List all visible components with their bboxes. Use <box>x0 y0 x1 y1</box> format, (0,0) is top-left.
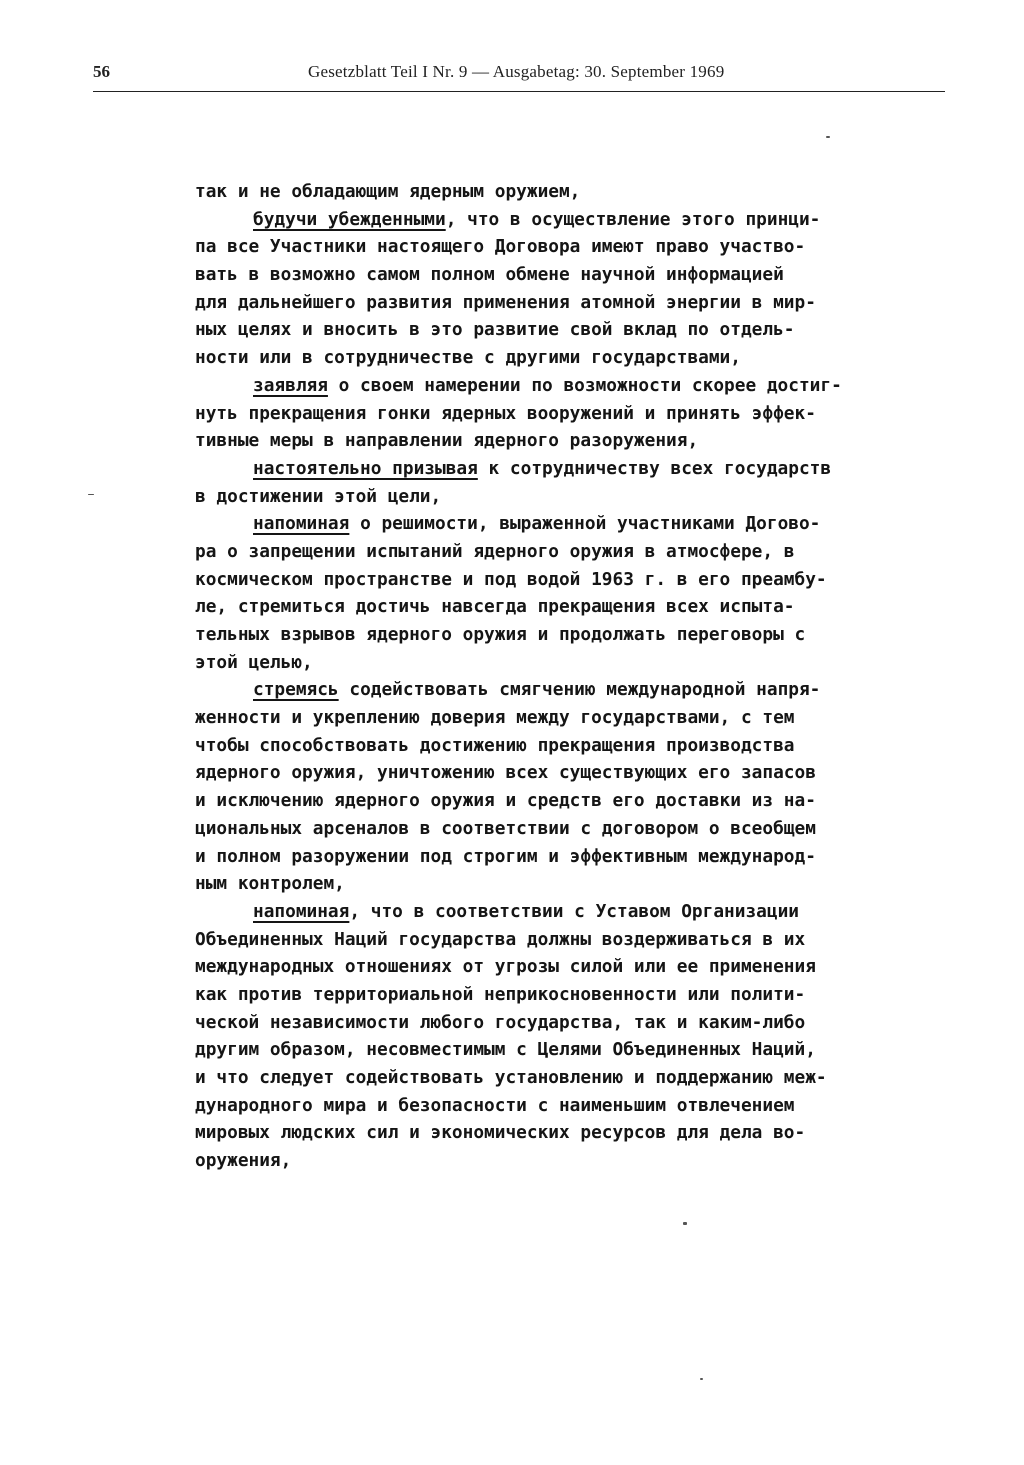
text-run: другим образом, несовместимым с Целями Объединенных Наций, <box>195 1039 816 1061</box>
text-line <box>195 815 865 843</box>
text-line <box>195 289 865 317</box>
text-run: международных отношениях от угрозы силой или ее применения <box>195 956 816 978</box>
text-line <box>195 344 865 372</box>
text-line <box>195 400 865 428</box>
text-run: и исключению ядерного оружия и средств его доставки из на- <box>195 790 816 812</box>
text-run: содействовать смягчению международной напря- <box>338 679 821 701</box>
text-run: ядерного оружия, уничтожению всех существующих его запасов <box>195 762 816 784</box>
text-line <box>195 1092 865 1120</box>
text-line <box>195 621 865 649</box>
text-line <box>195 1064 865 1092</box>
text-line <box>195 926 865 954</box>
text-run: вать в возможно самом полном обмене научной информацией <box>195 264 784 286</box>
text-run: ных целях и вносить в это развитие свой вклад по отдель- <box>195 319 795 341</box>
text-run: мировых людских сил и экономических ресурсов для дела во- <box>195 1122 806 1144</box>
text-line <box>195 316 865 344</box>
scan-speck <box>683 1222 687 1225</box>
text-line <box>195 261 865 289</box>
underlined-keyword: напоминая <box>253 513 350 535</box>
text-run: так и не обладающим ядерным оружием, <box>195 181 581 202</box>
text-run: ле, стремиться достичь навсегда прекращения всех испыта- <box>195 596 795 618</box>
text-run: космическом пространстве и под водой 1963 г. в его преамбу- <box>195 568 827 590</box>
text-run: этой целью, <box>195 651 313 673</box>
text-run: и что следует содействовать установлению и поддержанию меж- <box>195 1067 827 1088</box>
paragraph-first-line <box>195 898 865 926</box>
text-run: тельных взрывов ядерного оружия и продолжать переговоры с <box>195 624 806 645</box>
scan-speck <box>88 494 94 495</box>
text-line <box>195 233 865 261</box>
text-line <box>195 483 865 511</box>
text-line <box>195 1036 865 1064</box>
text-run: па все Участники настоящего Договора имеют право участво- <box>195 236 806 258</box>
paragraph-first-line <box>195 455 865 483</box>
underlined-keyword: стремясь <box>253 679 339 701</box>
scan-speck <box>826 136 830 138</box>
text-run: в достижении этой цели, <box>195 485 442 507</box>
text-line <box>195 870 865 898</box>
text-run: о своем намерении по возможности скорее достиг- <box>327 374 842 396</box>
text-line <box>195 843 865 871</box>
text-line <box>195 787 865 815</box>
text-run: и полном разоружении под строгим и эффективным международ- <box>195 845 816 867</box>
text-run: нуть прекращения гонки ядерных вооружений и принять эффек- <box>195 402 816 424</box>
text-run: ности или в сотрудничестве с другими государствами, <box>195 347 741 369</box>
text-line <box>195 759 865 787</box>
text-line <box>195 1147 865 1175</box>
text-run: тивные меры в направлении ядерного разоружения, <box>195 430 699 452</box>
page-header <box>93 60 945 86</box>
underlined-keyword: напоминая <box>253 900 350 922</box>
text-run: дународного мира и безопасности с наименьшим отвлечением <box>195 1094 795 1116</box>
text-run: чтобы способствовать достижению прекращения производства <box>195 734 795 756</box>
text-line <box>195 981 865 1009</box>
header-rule <box>93 91 945 92</box>
text-run: оружения, <box>195 1150 292 1172</box>
scan-speck <box>700 1378 703 1380</box>
text-run: , что в соответствии с Уставом Организации <box>349 900 799 922</box>
text-run: ным контролем, <box>195 873 345 895</box>
underlined-keyword: будучи убежденными <box>253 208 446 230</box>
paragraph-first-line <box>195 510 865 538</box>
treaty-text <box>195 178 865 1175</box>
text-line <box>195 953 865 981</box>
text-line <box>195 178 865 206</box>
text-line <box>195 538 865 566</box>
text-run: Объединенных Наций государства должны воздерживаться в их <box>195 928 806 950</box>
text-line <box>195 427 865 455</box>
text-line <box>195 1119 865 1147</box>
text-run: как против территориальной неприкосновенности или полити- <box>195 983 806 1005</box>
underlined-keyword: настоятельно призывая <box>253 457 478 479</box>
gazette-title: Gesetzblatt Teil I Nr. 9 — Ausgabetag: 30. September 1969 <box>308 62 725 81</box>
underlined-keyword: заявляя <box>253 374 328 396</box>
text-line <box>195 1009 865 1037</box>
text-line <box>195 704 865 732</box>
text-run: циональных арсеналов в соответствии с договором о всеобщем <box>195 817 816 839</box>
text-line <box>195 732 865 760</box>
text-run: ческой независимости любого государства, так и каким-либо <box>195 1011 806 1033</box>
text-line <box>195 649 865 677</box>
text-run: ра о запрещении испытаний ядерного оружия в атмосфере, в <box>195 540 795 562</box>
text-run: для дальнейшего развития применения атомной энергии в мир- <box>195 291 816 313</box>
text-run: женности и укреплению доверия между государствами, с тем <box>195 707 795 729</box>
page-number: 56 <box>93 62 110 81</box>
text-line <box>195 566 865 594</box>
paragraph-first-line <box>195 372 865 400</box>
text-run: , что в осуществление этого принци- <box>445 208 821 230</box>
text-line <box>195 593 865 621</box>
text-run: к сотрудничеству всех государств <box>477 457 832 479</box>
paragraph-first-line <box>195 676 865 704</box>
paragraph-first-line <box>195 206 865 234</box>
text-run: о решимости, выраженной участниками Догово- <box>349 513 821 535</box>
